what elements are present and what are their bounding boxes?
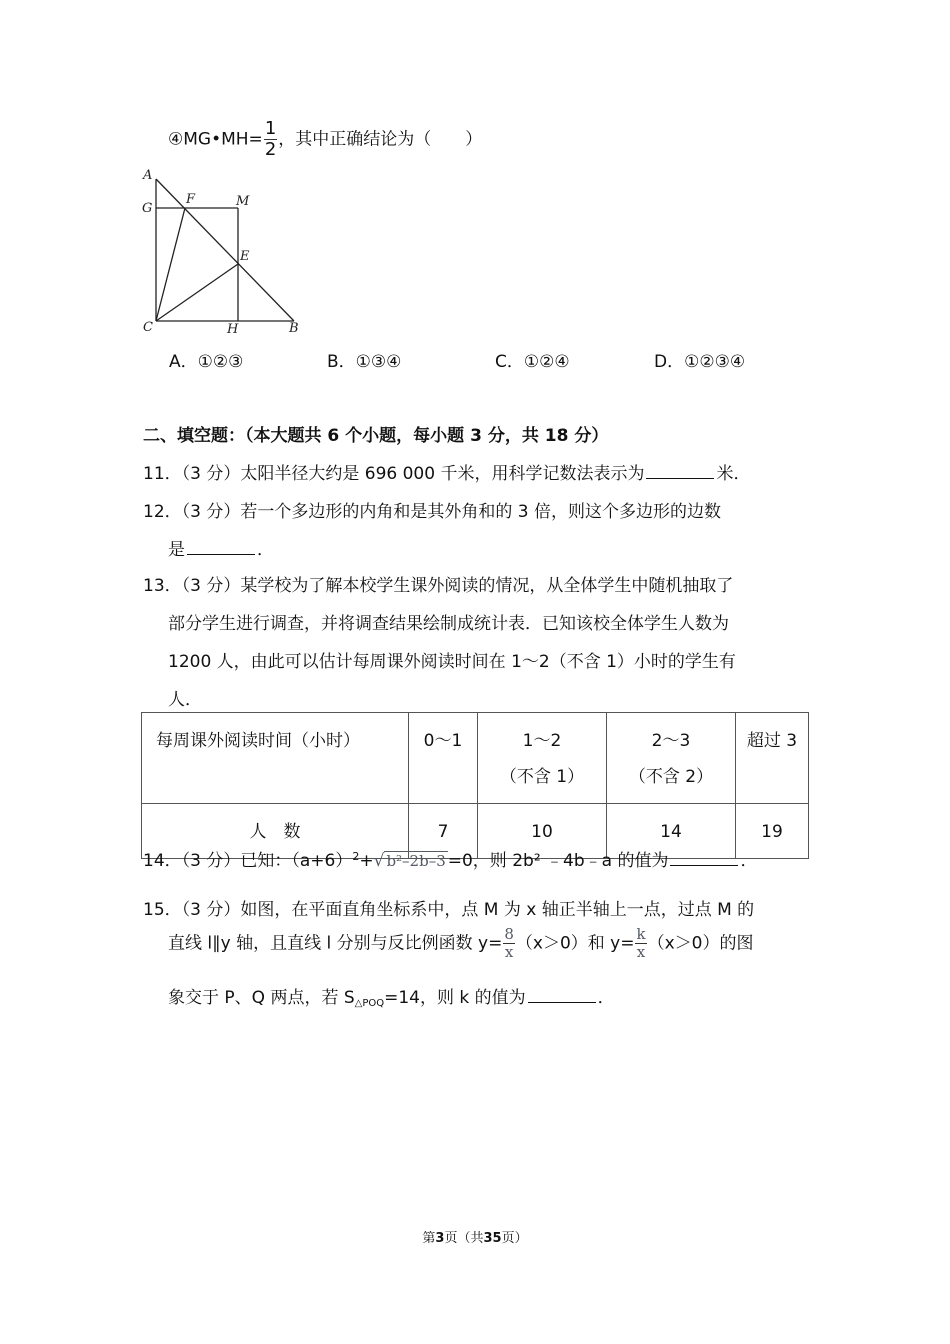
question-15-line2 xyxy=(168,927,753,960)
q14-exponent: 2 xyxy=(352,850,360,863)
q12-end: ． xyxy=(257,540,274,560)
q14-plus: + xyxy=(359,851,374,871)
question-13-line1: 13．（3 分）某学校为了解本校学生课外阅读的情况，从全体学生中随机抽取了 xyxy=(143,576,734,596)
question-12-line1: 12．（3 分）若一个多边形的内角和是其外角和的 3 倍，则这个多边形的边数 xyxy=(143,502,721,522)
q10-frac-num: 1 xyxy=(264,118,277,139)
q15-line2b: （x＞0）和 y= xyxy=(515,933,635,954)
q11-end: 米． xyxy=(716,464,751,484)
table-cell: 14 xyxy=(607,804,736,859)
table-header-cell xyxy=(478,713,607,804)
answer-blank xyxy=(187,538,255,555)
q15-line2c: （x＞0）的图 xyxy=(647,933,754,954)
question-15-line1: 15．（3 分）如图，在平面直角坐标系中，点 M 为 x 轴正半轴上一点，过点 M 的 xyxy=(143,900,755,920)
question-12-line2 xyxy=(168,535,274,560)
table-row-label: 人 数 xyxy=(142,804,409,859)
radicand: b²–2b–3 xyxy=(386,852,446,870)
footer-text: 页） xyxy=(501,1231,528,1246)
option-letter: D． xyxy=(654,352,685,372)
table-header-cell: 0～1 xyxy=(409,713,478,804)
q10-conclusion-line xyxy=(168,120,482,159)
label-f: F xyxy=(186,192,196,207)
label-b: B xyxy=(289,321,299,336)
total-pages: 35 xyxy=(483,1231,502,1246)
header-range: 1～2 xyxy=(522,731,562,751)
q14-end: ． xyxy=(740,851,758,871)
segment-ab xyxy=(156,179,294,321)
label-g: G xyxy=(142,201,153,216)
q15-line3a: 象交于 P、Q 两点，若 S xyxy=(168,988,355,1008)
option-text: ①②③④ xyxy=(684,352,746,372)
answer-blank xyxy=(528,986,596,1003)
option-a xyxy=(169,347,243,372)
option-letter: A． xyxy=(169,352,198,372)
table-header-cell xyxy=(607,713,736,804)
fraction-8-over-x xyxy=(503,927,515,960)
option-text: ①②④ xyxy=(523,352,570,372)
label-m: M xyxy=(236,194,250,209)
question-13-line2: 部分学生进行调查，并将调查结果绘制成统计表．已知该校全体学生人数为 xyxy=(168,614,729,634)
table-header-cell: 超过 3 xyxy=(736,713,809,804)
header-note: （不含 1） xyxy=(499,767,585,787)
table-header-row xyxy=(142,713,809,804)
option-text: ①②③ xyxy=(197,352,244,372)
question-13-line4: 人． xyxy=(168,690,202,710)
q12-line2: 是 xyxy=(168,540,185,560)
label-h: H xyxy=(227,322,239,337)
answer-blank xyxy=(670,849,738,866)
table-cell: 10 xyxy=(478,804,607,859)
option-letter: B． xyxy=(327,352,356,372)
question-15-line3 xyxy=(168,983,615,1009)
triangle-subscript: △POQ xyxy=(354,998,385,1009)
q14-mid: =0，则 2b² ﹣4b﹣a 的值为 xyxy=(447,851,669,871)
frac-num: 8 xyxy=(504,925,514,943)
page-number: 3 xyxy=(435,1231,445,1246)
header-range: 2～3 xyxy=(651,731,691,751)
frac-den: x xyxy=(504,943,514,961)
geometry-figure xyxy=(138,165,313,340)
q10-prefix: ④MG•MH= xyxy=(168,129,263,150)
footer-text: 第 xyxy=(422,1231,436,1246)
footer-text: 页（共 xyxy=(444,1231,484,1246)
section-heading: 二、填空题：（本大题共 6 个小题，每小题 3 分，共 18 分） xyxy=(143,426,609,446)
q15-line2a: 直线 l∥y 轴，且直线 l 分别与反比例函数 y= xyxy=(168,933,503,954)
table-cell: 7 xyxy=(409,804,478,859)
option-text: ①③④ xyxy=(355,352,402,372)
reading-time-table xyxy=(141,712,809,859)
table-cell: 19 xyxy=(736,804,809,859)
q10-fraction xyxy=(264,120,277,159)
q15-end: ． xyxy=(597,988,615,1008)
answer-blank xyxy=(646,462,714,479)
option-c xyxy=(495,347,570,372)
q14-prefix: 14．（3 分）已知：（a+6） xyxy=(143,851,353,871)
radical-sign: √ xyxy=(373,851,385,871)
option-b xyxy=(327,347,401,372)
fraction-k-over-x xyxy=(635,927,646,960)
q10-frac-den: 2 xyxy=(264,139,277,160)
question-11 xyxy=(143,459,750,484)
q10-suffix: ，其中正确结论为（ ） xyxy=(278,129,483,150)
label-e: E xyxy=(240,249,250,264)
table-header-cell: 每周课外阅读时间（小时） xyxy=(142,713,409,804)
q15-line3b: =14，则 k 的值为 xyxy=(384,988,526,1008)
q11-text: 11．（3 分）太阳半径大约是 696 000 千米，用科学记数法表示为 xyxy=(143,464,645,484)
question-14 xyxy=(143,846,757,871)
frac-num: k xyxy=(636,925,646,943)
option-d xyxy=(654,347,745,372)
label-c: C xyxy=(143,320,153,335)
option-letter: C． xyxy=(495,352,524,372)
question-13-line3: 1200 人，由此可以估计每周课外阅读时间在 1～2（不含 1）小时的学生有 xyxy=(168,652,736,672)
frac-den: x xyxy=(636,943,646,961)
header-note: （不含 2） xyxy=(628,767,714,787)
sqrt-expression xyxy=(374,851,448,871)
label-a: A xyxy=(143,168,153,183)
page-footer xyxy=(0,1227,950,1246)
